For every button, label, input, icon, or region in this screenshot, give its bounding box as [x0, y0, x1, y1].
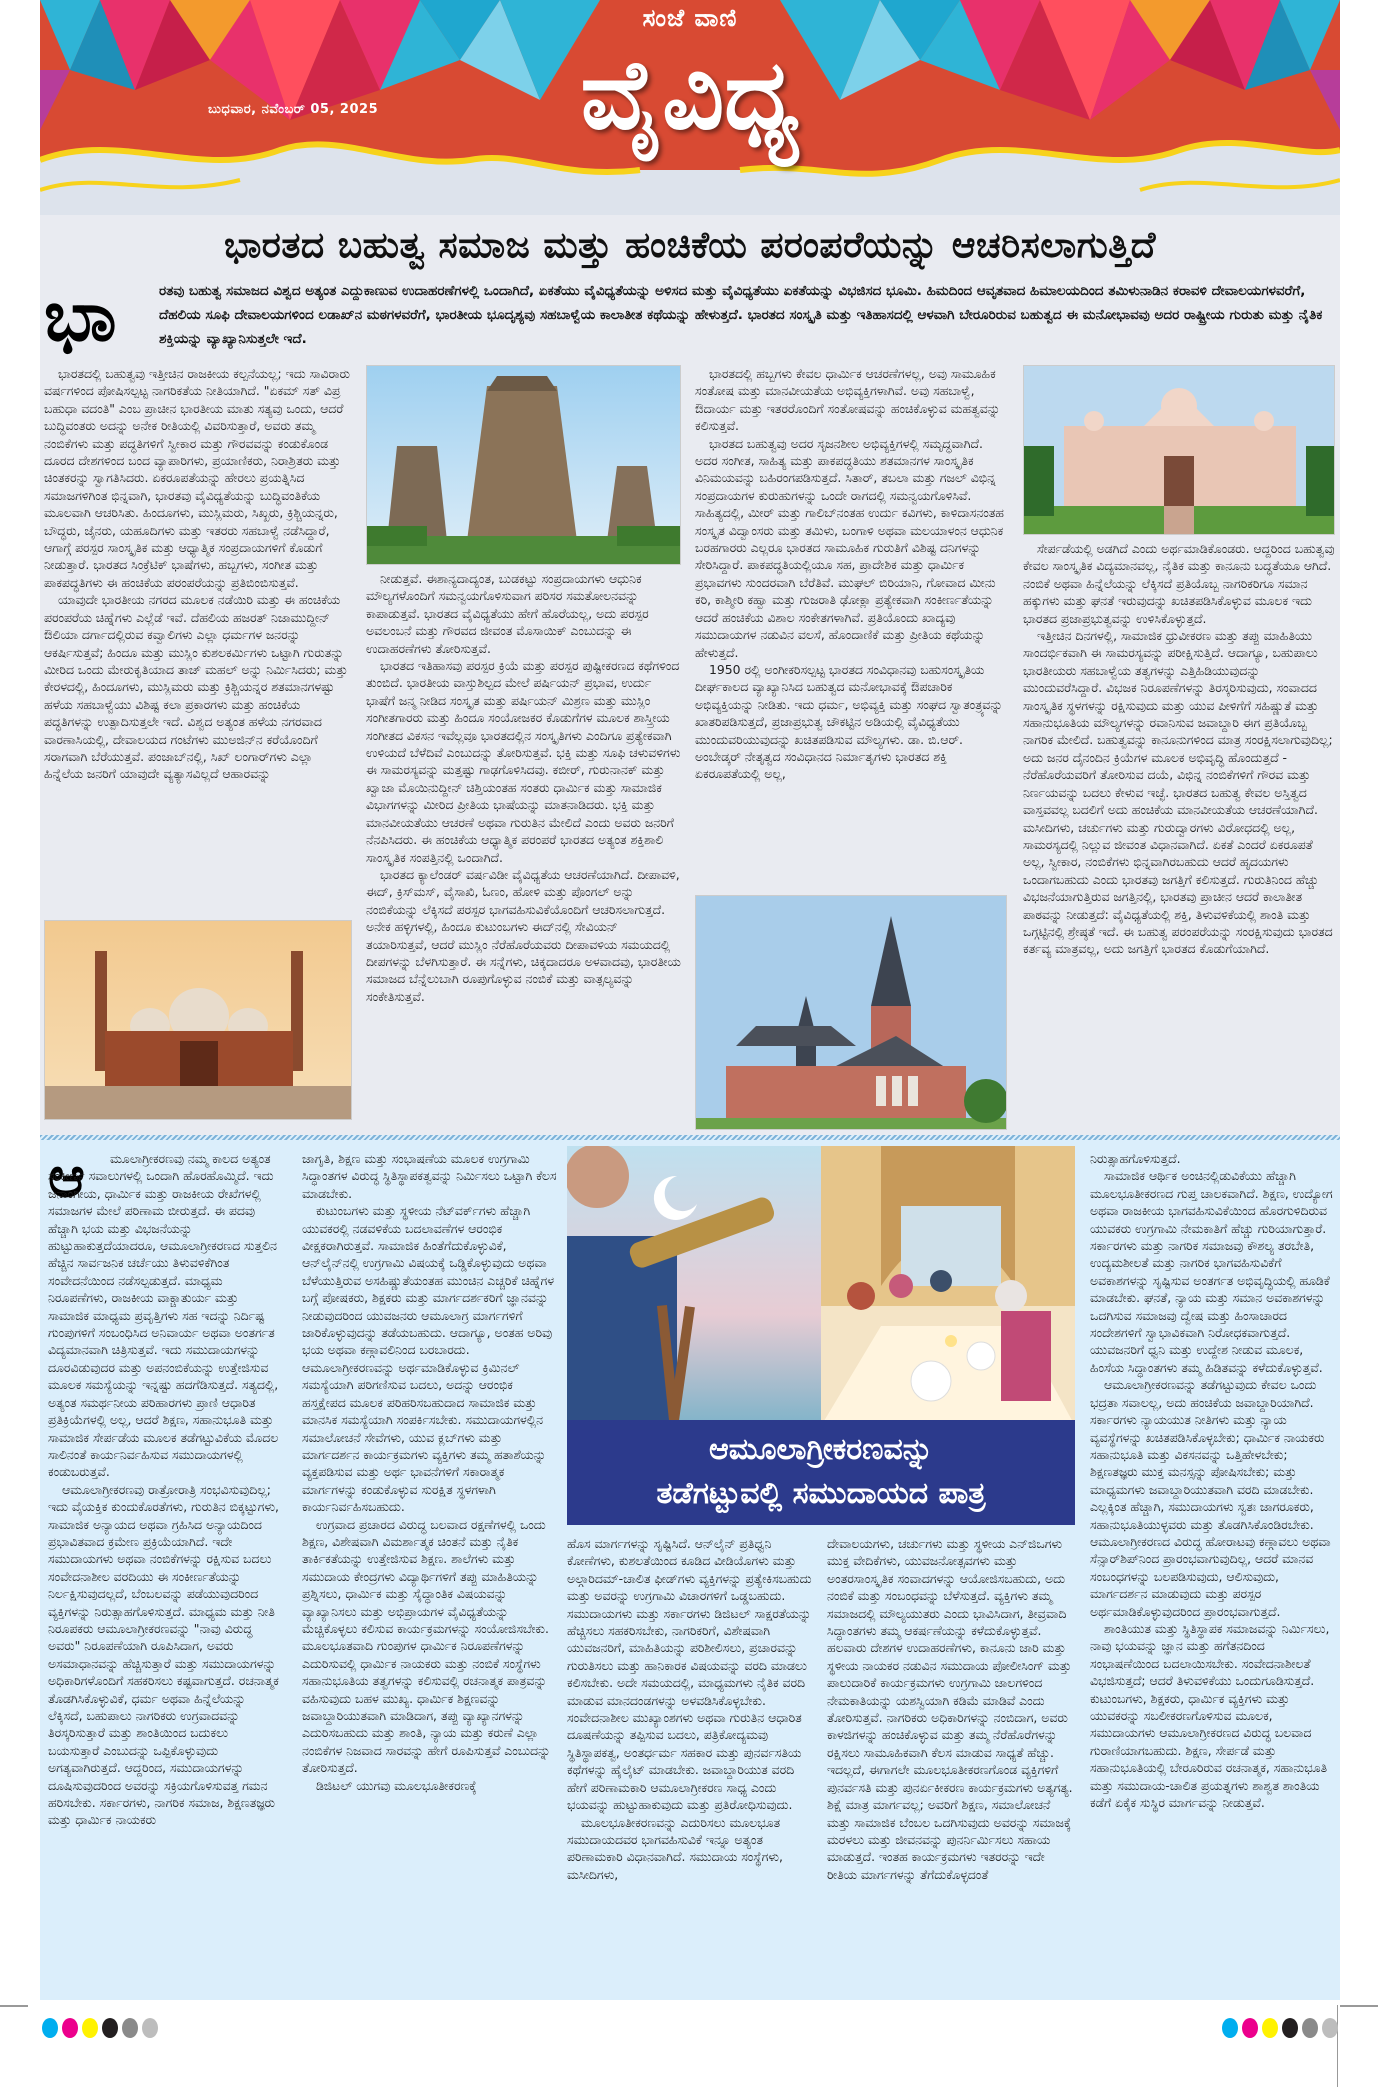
- registration-dot: [42, 2018, 58, 2038]
- top-article-headline: ಭಾರತದ ಬಹುತ್ವ ಸಮಾಜ ಮತ್ತು ಹಂಚಿಕೆಯ ಪರಂಪರೆಯನ್ನು ಆಚರಿಸಲಾಗುತ್ತಿದೆ: [224, 225, 1156, 266]
- paragraph: ಉಗ್ರವಾದ ಪ್ರಚಾರದ ವಿರುದ್ಧ ಬಲವಾದ ರಕ್ಷಣೆಗಳಲ್ಲಿ ಒಂದು ಶಿಕ್ಷಣ, ವಿಶೇಷವಾಗಿ ವಿಮರ್ಶಾತ್ಮಕ ಚಿಂತನೆ ಮತ್ತು ನೈತಿಕ ತಾರ್ಕಿಕತೆಯನ್ನು ಉತ್ತೇಜಿಸುವ ಶಿಕ್ಷಣ. ಶಾಲೆಗಳು ಮತ್ತು ಸಮುದಾಯ ಕೇಂದ್ರಗಳು ವಿದ್ಯಾರ್ಥಿಗಳಿಗೆ ತಪ್ಪು ಮಾಹಿತಿಯನ್ನು ಪ್ರಶ್ನಿಸಲು, ಧಾರ್ಮಿಕ ಮತ್ತು ಸೈದ್ಧಾಂತಿಕ ವಿಷಯವನ್ನು ವ್ಯಾಖ್ಯಾನಿಸಲು ಮತ್ತು ಅಭಿಪ್ರಾಯಗಳ ವೈವಿಧ್ಯತೆಯನ್ನು ಮೆಚ್ಚಿಕೊಳ್ಳಲು ಕಲಿಸುವ ಕಾರ್ಯಕ್ರಮಗಳನ್ನು ಸಂಯೋಜಿಸಬೇಕು. ಮೂಲಭೂತವಾದಿ ಗುಂಪುಗಳ ಧಾರ್ಮಿಕ ನಿರೂಪಣೆಗಳನ್ನು ಎದುರಿಸುವಲ್ಲಿ ಧಾರ್ಮಿಕ ನಾಯಕರು ಮತ್ತು ನಂಬಿಕೆ ಸಂಸ್ಥೆಗಳು ಸಹಾನುಭೂತಿಯ ತತ್ವಗಳನ್ನು ಕಲಿಸುವಲ್ಲಿ ರಚನಾತ್ಮಕ ಪಾತ್ರವನ್ನು ವಹಿಸುವುದು ಬಹಳ ಮುಖ್ಯ. ಧಾರ್ಮಿಕ ಶಿಕ್ಷಣವನ್ನು ಜವಾಬ್ದಾರಿಯುತವಾಗಿ ಮಾಡಿದಾಗ, ತಪ್ಪು ವ್ಯಾಖ್ಯಾನಗಳನ್ನು ಎದುರಿಸಬಹುದು ಮತ್ತು ಶಾಂತಿ, ನ್ಯಾಯ ಮತ್ತು ಕರುಣೆ ಎಲ್ಲಾ ನಂಬಿಕೆಗಳ ನಿಜವಾದ ಸಾರವನ್ನು ಹೇಗೆ ರೂಪಿಸುತ್ತವೆ ಎಂಬುದನ್ನು ತೋರಿಸುತ್ತದೆ.: [302, 1516, 551, 1776]
- color-registration-marks-left: [42, 2018, 162, 2038]
- masthead: [40, 0, 1340, 215]
- paragraph: ಭಾರತದ ಬಹುತ್ವವು ಅದರ ಸೃಜನಶೀಲ ಅಭಿವ್ಯಕ್ತಿಗಳಲ್ಲಿ ಸಮೃದ್ಧವಾಗಿದೆ. ಅದರ ಸಂಗೀತ, ಸಾಹಿತ್ಯ ಮತ್ತು ಪಾಕಪದ್ಧತಿಯು ಶತಮಾನಗಳ ಸಾಂಸ್ಕೃತಿಕ ವಿನಿಮಯವನ್ನು ಬಹಿರಂಗಪಡಿಸುತ್ತದೆ. ಸಿತಾರ್, ತಬಲಾ ಮತ್ತು ಗಜಲ್ ವಿಭಿನ್ನ ಸಂಪ್ರದಾಯಗಳ ಕುರುಹುಗಳನ್ನು ಒಂದೇ ರಾಗದಲ್ಲಿ ಸಮನ್ವಯಗೊಳಿಸಿವೆ. ಸಾಹಿತ್ಯದಲ್ಲಿ, ಮೀರ್ ಮತ್ತು ಗಾಲಿಬ್‌ನಂತಹ ಉರ್ದು ಕವಿಗಳು, ಕಾಳಿದಾಸನಂತಹ ಸಂಸ್ಕೃತ ವಿದ್ವಾಂಸರು ಮತ್ತು ತಮಿಳು, ಬಂಗಾಳಿ ಅಥವಾ ಮಲಯಾಳಂನ ಆಧುನಿಕ ಬರಹಗಾರರು ಎಲ್ಲರೂ ಭಾರತದ ಸಾಮೂಹಿಕ ಗುರುತಿಗೆ ವಿಶಿಷ್ಟ ದನಿಗಳನ್ನು ಸೇರಿಸಿದ್ದಾರೆ. ಪಾಕಪದ್ಧತಿಯಲ್ಲಿಯೂ ಸಹ, ಪ್ರಾದೇಶಿಕ ಮತ್ತು ಧಾರ್ಮಿಕ ಪ್ರಭಾವಗಳು ಸುಂದರವಾಗಿ ಬೆರೆತಿವೆ. ಮುಘಲ್ ಬಿರಿಯಾನಿ, ಗೋವಾದ ಮೀನು ಕರಿ, ಕಾಶ್ಮೀರಿ ಕಹ್ವಾ ಮತ್ತು ಗುಜರಾತಿ ಢೋಕ್ಲಾ ಪ್ರತ್ಯೇಕವಾಗಿ ಸಂಕೀರ್ಣತೆಯನ್ನು ಆದರೆ ಹಂಚಿಕೆಯ ವಿಶಾಲ ಸಂಕೇತಗಳಾಗಿವೆ. ಪ್ರತಿಯೊಂದು ಖಾದ್ಯವು ಸಮುದಾಯಗಳ ನಡುವಿನ ವಲಸೆ, ಹೊಂದಾಣಿಕೆ ಮತ್ತು ಪ್ರೀತಿಯ ಕಥೆಯನ್ನು ಹೇಳುತ್ತದೆ.: [695, 435, 1004, 660]
- top-article: [40, 215, 1340, 1135]
- top-column-2: [366, 570, 681, 1125]
- lower-column-1: [48, 1145, 283, 1995]
- section-title: ವೈವಿಧ್ಯ: [580, 39, 800, 151]
- paragraph: ಹೊಸ ಮಾರ್ಗಗಳನ್ನು ಸೃಷ್ಟಿಸಿದೆ. ಆನ್‌ಲೈನ್ ಪ್ರತಿಧ್ವನಿ ಕೋಣೆಗಳು, ಕುಶಲತೆಯಿಂದ ಕೂಡಿದ ವೀಡಿಯೊಗಳು ಮತ್ತು ಅಲ್ಗಾರಿದಮ್-ಚಾಲಿತ ಫೀಡ್‌ಗಳು ವ್ಯಕ್ತಿಗಳನ್ನು ಪ್ರತ್ಯೇಕಿಸಬಹುದು ಮತ್ತು ಅವರನ್ನು ಉಗ್ರಗಾಮಿ ವಿಚಾರಗಳಿಗೆ ಒಡ್ಡಬಹುದು. ಸಮುದಾಯಗಳು ಮತ್ತು ಸರ್ಕಾರಗಳು ಡಿಜಿಟಲ್ ಸಾಕ್ಷರತೆಯನ್ನು ಹೆಚ್ಚಿಸಲು ಸಹಕರಿಸಬೇಕು, ನಾಗರಿಕರಿಗೆ, ವಿಶೇಷವಾಗಿ ಯುವಜನರಿಗೆ, ಮಾಹಿತಿಯನ್ನು ಪರಿಶೀಲಿಸಲು, ಪ್ರಚಾರವನ್ನು ಗುರುತಿಸಲು ಮತ್ತು ಹಾನಿಕಾರಕ ವಿಷಯವನ್ನು ವರದಿ ಮಾಡಲು ಕಲಿಸಬೇಕು. ಅದೇ ಸಮಯದಲ್ಲಿ, ಮಾಧ್ಯಮಗಳು ನೈತಿಕ ವರದಿ ಮಾಡುವ ಮಾನದಂಡಗಳನ್ನು ಅಳವಡಿಸಿಕೊಳ್ಳಬೇಕು. ಸಂವೇದನಾಶೀಲ ಮುಖ್ಯಾಂಶಗಳು ಅಥವಾ ಗುರುತಿನ ಆಧಾರಿತ ದೂಷಣೆಯನ್ನು ತಪ್ಪಿಸುವ ಬದಲು, ಪತ್ರಿಕೋದ್ಯಮವು ಸ್ಥಿತಿಸ್ಥಾಪಕತ್ವ, ಅಂತರ್ಧರ್ಮ ಸಹಕಾರ ಮತ್ತು ಪುನರ್ವಸತಿಯ ಕಥೆಗಳನ್ನು ಹೈಲೈಟ್ ಮಾಡಬೇಕು. ಜವಾಬ್ದಾರಿಯುತ ವರದಿ ಹೇಗೆ ಪರಿಣಾಮಕಾರಿ ಆಮೂಲಾಗ್ರೀಕರಣ ಸಾಧ್ಯ ಎಂದು ಭಯವನ್ನು ಹುಟ್ಟುಹಾಕುವುದು ಮತ್ತು ಪ್ರತಿರೋಧಿಸುವುದು.: [567, 1536, 812, 1813]
- top-article-intro: [44, 277, 1334, 357]
- jama-masjid-photo: [44, 920, 352, 1120]
- palace-illustration: [1024, 366, 1335, 535]
- telescope-illustration: [567, 1146, 821, 1426]
- registration-dot: [1242, 2018, 1258, 2038]
- paragraph: 1950 ರಲ್ಲಿ ಅಂಗೀಕರಿಸಲ್ಪಟ್ಟ ಭಾರತದ ಸಂವಿಧಾನವು ಬಹುಸಂಸ್ಕೃತಿಯ ದೀರ್ಘಕಾಲದ ವ್ಯಾಖ್ಯಾನಿಸಿದ ಬಹುತ್ವದ ಮನೋಭಾವಕ್ಕೆ ಔಪಚಾರಿಕ ಅಭಿವ್ಯಕ್ತಿಯನ್ನು ನೀಡಿತು. ಇದು ಧರ್ಮ, ಅಭಿವ್ಯಕ್ತಿ ಮತ್ತು ಸಂಘದ ಸ್ವಾತಂತ್ರ್ಯವನ್ನು ಖಾತರಿಪಡಿಸುತ್ತದೆ, ಪ್ರಜಾಪ್ರಭುತ್ವ ಚೌಕಟ್ಟಿನ ಅಡಿಯಲ್ಲಿ ವೈವಿಧ್ಯತೆಯು ಮುಂದುವರಿಯುವುದನ್ನು ಖಚಿತಪಡಿಸುವ ಮೌಲ್ಯಗಳು. ಡಾ. ಬಿ.ಆರ್. ಅಂಬೇಡ್ಕರ್ ನೇತೃತ್ವದ ಸಂವಿಧಾನದ ನಿರ್ಮಾತೃಗಳು ಭಾರತದ ಶಕ್ತಿ ಏಕರೂಪತೆಯಲ್ಲಿ ಅಲ್ಲ,: [695, 661, 1003, 782]
- paragraph: ಸೇರ್ಪಡೆಯಲ್ಲಿ ಅಡಗಿದೆ ಎಂದು ಅರ್ಥಮಾಡಿಕೊಂಡರು. ಆದ್ದರಿಂದ ಬಹುತ್ವವು ಕೇವಲ ಸಾಂಸ್ಕೃತಿಕ ವಿದ್ಯಮಾನವಲ್ಲ, ನೈತಿಕ ಮತ್ತು ಕಾನೂನು ಬದ್ಧತೆಯೂ ಆಗಿದೆ. ನಂಬಿಕೆ ಅಥವಾ ಹಿನ್ನೆಲೆಯನ್ನು ಲೆಕ್ಕಿಸದೆ ಪ್ರತಿಯೊಬ್ಬ ನಾಗರಿಕರಿಗೂ ಸಮಾನ ಹಕ್ಕುಗಳು ಮತ್ತು ಘನತೆ ಇರುವುದನ್ನು ಖಚಿತಪಡಿಸಿಕೊಳ್ಳುವ ಮೂಲಕ ಇದು ಭಾರತದ ಪ್ರಜಾಪ್ರಭುತ್ವವನ್ನು ಉಳಿಸಿಕೊಳ್ಳುತ್ತದೆ.: [1023, 541, 1335, 626]
- lower-column-4: [827, 1535, 1077, 1995]
- brick-church-photo: [695, 895, 1007, 1130]
- paragraph: ಕುಟುಂಬಗಳು ಮತ್ತು ಸ್ಥಳೀಯ ನೆಟ್‌ವರ್ಕ್‌ಗಳು ಹೆಚ್ಚಾಗಿ ಯುವಕರಲ್ಲಿ ನಡವಳಿಕೆಯ ಬದಲಾವಣೆಗಳ ಆರಂಭಿಕ ವೀಕ್ಷಕರಾಗಿರುತ್ತವೆ. ಸಾಮಾಜಿಕ ಹಿಂತೆಗೆದುಕೊಳ್ಳುವಿಕೆ, ಆನ್‌ಲೈನ್‌ನಲ್ಲಿ ಉಗ್ರಗಾಮಿ ವಿಷಯಕ್ಕೆ ಒಡ್ಡಿಕೊಳ್ಳುವುದು ಅಥವಾ ಬೆಳೆಯುತ್ತಿರುವ ಅಸಹಿಷ್ಣುತೆಯಂತಹ ಮುಂಚಿನ ಎಚ್ಚರಿಕೆ ಚಿಹ್ನೆಗಳ ಬಗ್ಗೆ ಪೋಷಕರು, ಶಿಕ್ಷಕರು ಮತ್ತು ಮಾರ್ಗದರ್ಶಕರಿಗೆ ಜ್ಞಾನವನ್ನು ನೀಡುವುದರಿಂದ ಯುವಜನರು ಆಮೂಲಾಗ್ರ ಮಾರ್ಗಗಳಿಗೆ ಜಾರಿಕೊಳ್ಳುವುದನ್ನು ತಡೆಯಬಹುದು. ಆದಾಗ್ಯೂ, ಅಂತಹ ಅರಿವು ಭಯ ಅಥವಾ ಕಣ್ಗಾವಲಿನಿಂದ ಬರಬಾರದು. ಆಮೂಲಾಗ್ರೀಕರಣವನ್ನು ಅರ್ಥಮಾಡಿಕೊಳ್ಳುವ ಕ್ರಿಮಿನಲ್ ಸಮಸ್ಯೆಯಾಗಿ ಪರಿಗಣಿಸುವ ಬದಲು, ಅದನ್ನು ಆರಂಭಿಕ ಹಸ್ತಕ್ಷೇಪದ ಮೂಲಕ ಪರಿಹರಿಸಬಹುದಾದ ಸಾಮಾಜಿಕ ಮತ್ತು ಮಾನಸಿಕ ಸಮಸ್ಯೆಯಾಗಿ ಸಂಪರ್ಕಿಸಬೇಕು. ಸಮುದಾಯಗಳಲ್ಲಿನ ಸಮಾಲೋಚನೆ ಸೇವೆಗಳು, ಯುವ ಕ್ಲಬ್‌ಗಳು ಮತ್ತು ಮಾರ್ಗದರ್ಶನ ಕಾರ್ಯಕ್ರಮಗಳು ವ್ಯಕ್ತಿಗಳು ತಮ್ಮ ಹತಾಶೆಯನ್ನು ವ್ಯಕ್ತಪಡಿಸುವ ಮತ್ತು ಅರ್ಥ ಭಾವನೆಗಳಿಗೆ ಸಕಾರಾತ್ಮಕ ಮಾರ್ಗಗಳನ್ನು ಕಂಡುಕೊಳ್ಳುವ ಸುರಕ್ಷಿತ ಸ್ಥಳಗಳಾಗಿ ಕಾರ್ಯನಿರ್ವಹಿಸಬಹುದು.: [302, 1203, 554, 1515]
- trim-mark-left: [0, 2005, 28, 2007]
- intro-paragraph: ರತವು ಬಹುತ್ವ ಸಮಾಜದ ವಿಶ್ವದ ಅತ್ಯಂತ ಎದ್ದುಕಾಣುವ ಉದಾಹರಣೆಗಳಲ್ಲಿ ಒಂದಾಗಿದೆ, ಏಕತೆಯು ವೈವಿಧ್ಯತೆಯನ್ನು ಅಳಿಸದ ಮತ್ತು ವೈವಿಧ್ಯತೆಯು ಏಕತೆಯನ್ನು ವಿಭಜಿಸದ ಭೂಮಿ. ಹಿಮದಿಂದ ಆವೃತವಾದ ಹಿಮಾಲಯದಿಂದ ತಮಿಳುನಾಡಿನ ಕರಾವಳಿ ದೇವಾಲಯಗಳವರೆಗೆ, ದೆಹಲಿಯ ಸೂಫಿ ದೇವಾಲಯಗಳಿಂದ ಲಡಾಖ್‌ನ ಮಠಗಳವರೆಗೆ, ಭಾರತೀಯ ಭೂದೃಶ್ಯವು ಸಹಬಾಳ್ವೆಯ ಕಾಲಾತೀತ ಕಥೆಯನ್ನು ಹೇಳುತ್ತದೆ. ಭಾರತದ ಸಂಸ್ಕೃತಿ ಮತ್ತು ಇತಿಹಾಸದಲ್ಲಿ ಆಳವಾಗಿ ಬೇರೂರಿರುವ ಬಹುತ್ವದ ಈ ಮನೋಭಾವವು ಅದರ ರಾಷ್ಟ್ರೀಯ ಗುರುತು ಮತ್ತು ನೈತಿಕ ಶಕ್ತಿಯನ್ನು ವ್ಯಾಖ್ಯಾನಿಸುತ್ತಲೇ ಇದೆ.: [159, 283, 1323, 347]
- registration-dot: [102, 2018, 118, 2038]
- paragraph: ಭಾರತದ ಇತಿಹಾಸವು ಪರಸ್ಪರ ಕ್ರಿಯೆ ಮತ್ತು ಪರಸ್ಪರ ಪುಷ್ಟೀಕರಣದ ಕಥೆಗಳಿಂದ ತುಂಬಿದೆ. ಭಾರತೀಯ ವಾಸ್ತುಶಿಲ್ಪದ ಮೇಲೆ ಪರ್ಷಿಯನ್ ಪ್ರಭಾವ, ಉರ್ದು ಭಾಷೆಗೆ ಜನ್ಮ ನೀಡಿದ ಸಂಸ್ಕೃತ ಮತ್ತು ಪರ್ಷಿಯನ್ ಮಿಶ್ರಣ ಮತ್ತು ಮುಸ್ಲಿಂ ಸಂಗೀತಗಾರರು ಮತ್ತು ಹಿಂದೂ ಸಂಯೋಜಕರ ಕೊಡುಗೆಗಳ ಮೂಲಕ ಶಾಸ್ತ್ರೀಯ ಸಂಗೀತದ ವಿಕಸನ ಇವೆಲ್ಲವೂ ಭಾರತದಲ್ಲಿನ ಸಂಸ್ಕೃತಿಗಳು ಎಂದಿಗೂ ಪ್ರತ್ಯೇಕವಾಗಿ ಉಳಿಯದೆ ಬೆಳೆದಿವೆ ಎಂಬುದನ್ನು ತೋರಿಸುತ್ತವೆ. ಭಕ್ತಿ ಮತ್ತು ಸೂಫಿ ಚಳುವಳಿಗಳು ಈ ಸಾಮರಸ್ಯವನ್ನು ಮತ್ತಷ್ಟು ಗಾಢಗೊಳಿಸಿದವು. ಕಬೀರ್, ಗುರುನಾನಕ್ ಮತ್ತು ಖ್ವಾಜಾ ಮೊಯಿನುದ್ದೀನ್ ಚಿಶ್ತಿಯಂತಹ ಸಂತರು ಧಾರ್ಮಿಕ ಮತ್ತು ಸಾಮಾಜಿಕ ವಿಭಾಗಗಳನ್ನು ಮೀರಿದ ಪ್ರೀತಿಯ ಭಾಷೆಯನ್ನು ಮಾತನಾಡಿದರು. ಭಕ್ತಿ ಮತ್ತು ಮಾನವೀಯತೆಯು ಆಚರಣೆ ಅಥವಾ ಗುರುತಿನ ಮೇಲಿದೆ ಎಂದು ಅವರು ಜನರಿಗೆ ನೆನಪಿಸಿದರು. ಈ ಹಂಚಿಕೆಯ ಆಧ್ಯಾತ್ಮಿಕ ಪರಂಪರೆ ಭಾರತದ ಅತ್ಯಂತ ಶಕ್ತಿಶಾಲಿ ಸಾಂಸ್ಕೃತಿಕ ಸಂಪತ್ತಿನಲ್ಲಿ ಒಂದಾಗಿದೆ.: [366, 658, 681, 865]
- moon-sighting-telescope-photo: [567, 1146, 821, 1426]
- registration-dot: [1222, 2018, 1238, 2038]
- paragraph: ಮೂಲಾಗ್ರೀಕರಣವು ನಮ್ಮ ಕಾಲದ ಅತ್ಯಂತ ಸಂಕೀರ್ಣ ಸವಾಲುಗಳಲ್ಲಿ ಒಂದಾಗಿ ಹೊರಹೊಮ್ಮಿದೆ. ಇದು ಜನಾಂಗೀಯ, ಧಾರ್ಮಿಕ ಮತ್ತು ರಾಜಕೀಯ ರೇಖೆಗಳಲ್ಲಿ ಸಮಾಜಗಳ ಮೇಲೆ ಪರಿಣಾಮ ಬೀರುತ್ತದೆ. ಈ ಪದವು ಹೆಚ್ಚಾಗಿ ಭಯ ಮತ್ತು ವಿಭಜನೆಯನ್ನು ಹುಟ್ಟುಹಾಕುತ್ತದೆಯಾದರೂ, ಆಮೂಲಾಗ್ರೀಕರಣದ ಸುತ್ತಲಿನ ಹೆಚ್ಚಿನ ಸಾರ್ವಜನಿಕ ಚರ್ಚೆಯು ತಿಳುವಳಿಕೆಗಿಂತ ಸಂವೇದನೆಯಿಂದ ನಡೆಸಲ್ಪಡುತ್ತದೆ. ಮಾಧ್ಯಮ ನಿರೂಪಣೆಗಳು, ರಾಜಕೀಯ ವಾಕ್ಚಾತುರ್ಯ ಮತ್ತು ಸಾಮಾಜಿಕ ಮಾಧ್ಯಮ ಪ್ರವೃತ್ತಿಗಳು ಸಹ ಇದನ್ನು ನಿರ್ದಿಷ್ಟ ಗುಂಪುಗಳಿಗೆ ಸಂಬಂಧಿಸಿದ ಅನಿವಾರ್ಯ ಅಥವಾ ಅಂತರ್ಗತ ವಿದ್ಯಮಾನವಾಗಿ ಚಿತ್ರಿಸುತ್ತವೆ. ಇದು ಸಮುದಾಯಗಳನ್ನು ದೂರವಿಡುವುದರ ಮತ್ತು ಅಪನಂಬಿಕೆಯನ್ನು ಉತ್ತೇಜಿಸುವ ಮೂಲಕ ಸಮಸ್ಯೆಯನ್ನು ಇನ್ನಷ್ಟು ಹದಗೆಡಿಸುತ್ತದೆ. ಸತ್ಯದಲ್ಲಿ, ಅತ್ಯಂತ ಸಮರ್ಥನೀಯ ಪರಿಹಾರಗಳು ಪ್ರಾಣಿ ಆಧಾರಿತ ಪ್ರತಿಕ್ರಿಯೆಗಳಲ್ಲಿ ಅಲ್ಲ, ಆದರೆ ಶಿಕ್ಷಣ, ಸಹಾನುಭೂತಿ ಮತ್ತು ಸಾಮಾಜಿಕ ಸೇರ್ಪಡೆಯ ಮೂಲಕ ತಡೆಗಟ್ಟುವಿಕೆಯ ಮೊದಲ ಸಾಲಿನಂತೆ ಕಾರ್ಯನಿರ್ವಹಿಸುವ ಸಮುದಾಯಗಳಲ್ಲಿ ಕಂಡುಬರುತ್ತವೆ.: [48, 1151, 279, 1480]
- lower-column-2: [302, 1150, 557, 1995]
- paragraph: ಆಮೂಲಾಗ್ರೀಕರಣವನ್ನು ತಡೆಗಟ್ಟುವುದು ಕೇವಲ ಒಂದು ಭದ್ರತಾ ಸವಾಲಲ್ಲ, ಅದು ಹಂಚಿಕೆಯ ಜವಾಬ್ದಾರಿಯಾಗಿದೆ. ಸರ್ಕಾರಗಳು ನ್ಯಾಯಯುತ ನೀತಿಗಳು ಮತ್ತು ನ್ಯಾಯ ವ್ಯವಸ್ಥೆಗಳನ್ನು ಖಚಿತಪಡಿಸಿಕೊಳ್ಳಬೇಕು; ಧಾರ್ಮಿಕ ನಾಯಕರು ಸಹಾನುಭೂತಿ ಮತ್ತು ವಿಕಸನವನ್ನು ಒತ್ತಿಹೇಳಬೇಕು; ಶಿಕ್ಷಣತಜ್ಞರು ಮುಕ್ತ ಮನಸ್ಸನ್ನು ಪೋಷಿಸಬೇಕು; ಮತ್ತು ಮಾಧ್ಯಮಗಳು ಜವಾಬ್ದಾರಿಯುತವಾಗಿ ವರದಿ ಮಾಡಬೇಕು. ಎಲ್ಲಕ್ಕಿಂತ ಹೆಚ್ಚಾಗಿ, ಸಮುದಾಯಗಳು ಸ್ವತಃ ಜಾಗರೂಕರು, ಸಹಾನುಭೂತಿಯುಳ್ಳವರು ಮತ್ತು ತೊಡಗಿಸಿಕೊಂಡಿರಬೇಕು. ಆಮೂಲಾಗ್ರೀಕರಣದ ವಿರುದ್ಧ ಹೋರಾಟವು ಕಣ್ಗಾವಲು ಅಥವಾ ಸೆನ್ಸಾರ್‌ಶಿಪ್‌ನಿಂದ ಪ್ರಾರಂಭವಾಗುವುದಿಲ್ಲ, ಆದರೆ ಮಾನವ ಸಂಬಂಧಗಳನ್ನು ಬಲಪಡಿಸುವುದು, ಆಲಿಸುವುದು, ಮಾರ್ಗದರ್ಶನ ಮಾಡುವುದು ಮತ್ತು ಪರಸ್ಪರ ಅರ್ಥಮಾಡಿಕೊಳ್ಳುವುದರಿಂದ ಪ್ರಾರಂಭವಾಗುತ್ತದೆ.: [1090, 1377, 1331, 1619]
- paragraph: ಜಾಗೃತಿ, ಶಿಕ್ಷಣ ಮತ್ತು ಸಂಭಾಷಣೆಯ ಮೂಲಕ ಉಗ್ರಗಾಮಿ ಸಿದ್ಧಾಂತಗಳ ವಿರುದ್ಧ ಸ್ಥಿತಿಸ್ಥಾಪಕತ್ವವನ್ನು ನಿರ್ಮಿಸಲು ಒಟ್ಟಾಗಿ ಕೆಲಸ ಮಾಡಬೇಕು.: [302, 1151, 557, 1201]
- newspaper-page: [40, 0, 1340, 2005]
- dropcap: ಆ: [48, 1145, 85, 1210]
- white-palace-temple-photo: [1023, 365, 1335, 535]
- top-column-3: [695, 365, 1007, 885]
- newspaper-name: ಸಂಜೆ ವಾಣಿ: [642, 4, 738, 32]
- registration-dot: [82, 2018, 98, 2038]
- paragraph: ಭಾರತದಲ್ಲಿ ಬಹುತ್ವವು ಇತ್ತೀಚಿನ ರಾಜಕೀಯ ಕಲ್ಪನೆಯಲ್ಲ; ಇದು ಸಾವಿರಾರು ವರ್ಷಗಳಿಂದ ಪೋಷಿಸಲ್ಪಟ್ಟ ನಾಗರಿಕತೆಯ ನೀತಿಯಾಗಿದೆ. "ಏಕಮ್ ಸತ್ ವಿಪ್ರ ಬಹುಧಾ ವದಂತಿ" ಎಂಬ ಪ್ರಾಚೀನ ಭಾರತೀಯ ಮಾತು ಸತ್ಯವು ಒಂದು, ಆದರೆ ಬುದ್ಧಿವಂತರು ಅದನ್ನು ಅನೇಕ ರೀತಿಯಲ್ಲಿ ವಿವರಿಸುತ್ತಾರೆ, ಅವರು ತಮ್ಮ ನಂಬಿಕೆಗಳು ಮತ್ತು ಪದ್ಧತಿಗಳಿಗೆ ಸ್ವೀಕಾರ ಮತ್ತು ಗೌರವವನ್ನು ಕಂಡುಕೊಂಡ ದೂರದ ದೇಶಗಳಿಂದ ಬಂದ ವ್ಯಾಪಾರಿಗಳು, ಪ್ರಯಾಣಿಕರು, ನಿರಾಶ್ರಿತರು ಮತ್ತು ಚಿಂತಕರನ್ನು ಸ್ವಾಗತಿಸಿದರು. ಏಕರೂಪತೆಯನ್ನು ಹೇರಲು ಪ್ರಯತ್ನಿಸಿದ ಸಮಾಜಗಳಿಗಿಂತ ಭಿನ್ನವಾಗಿ, ಭಾರತವು ವೈವಿಧ್ಯತೆಯನ್ನು ಬುದ್ಧಿವಂತಿಕೆಯ ಮೂಲವಾಗಿ ಆಚರಿಸಿತು. ಹಿಂದೂಗಳು, ಮುಸ್ಲಿಮರು, ಸಿಖ್ಖರು, ಕ್ರಿಶ್ಚಿಯನ್ನರು, ಬೌದ್ಧರು, ಜೈನರು, ಯಹೂದಿಗಳು ಮತ್ತು ಇತರರು ಸಹಬಾಳ್ವೆ ನಡೆಸಿದ್ದಾರೆ, ಆಗಾಗ್ಗೆ ಪರಸ್ಪರ ಸಾಂಸ್ಕೃತಿಕ ಮತ್ತು ಆಧ್ಯಾತ್ಮಿಕ ಸಂಪ್ರದಾಯಗಳಿಗೆ ಕೊಡುಗೆ ನೀಡುತ್ತಾರೆ. ಭಾರತದ ಸಿಂಕ್ರೆಟಿಕ್ ಭಾಷೆಗಳು, ಹಬ್ಬಗಳು, ಸಂಗೀತ ಮತ್ತು ಪಾಕಪದ್ಧತಿಗಳು ಈ ಹಂಚಿಕೆಯ ಪರಂಪರೆಯನ್ನು ಪ್ರತಿಬಿಂಬಿಸುತ್ತವೆ.: [44, 366, 350, 590]
- registration-dot: [1302, 2018, 1318, 2038]
- registration-dot: [1262, 2018, 1278, 2038]
- paragraph: ಡಿಜಿಟಲ್ ಯುಗವು ಮೂಲಭೂತೀಕರಣಕ್ಕೆ: [316, 1777, 477, 1793]
- top-column-1: [44, 365, 352, 895]
- paragraph: ದೇವಾಲಯಗಳು, ಚರ್ಚುಗಳು ಮತ್ತು ಸ್ಥಳೀಯ ಎನ್‌ಜಿಒಗಳು ಮುಕ್ತ ವೇದಿಕೆಗಳು, ಯುವಜನೋತ್ಸವಗಳು ಮತ್ತು ಅಂತರಸಾಂಸ್ಕೃತಿಕ ಸಂವಾದಗಳನ್ನು ಆಯೋಜಿಸಬಹುದು, ಅದು ನಂಬಿಕೆ ಮತ್ತು ಸಂಬಂಧವನ್ನು ಬೆಳೆಸುತ್ತದೆ. ವ್ಯಕ್ತಿಗಳು ತಮ್ಮ ಸಮಾಜದಲ್ಲಿ ಮೌಲ್ಯಯುತರು ಎಂದು ಭಾವಿಸಿದಾಗ, ತೀವ್ರವಾದಿ ಸಿದ್ಧಾಂತಗಳು ತಮ್ಮ ಆಕರ್ಷಣೆಯನ್ನು ಕಳೆದುಕೊಳ್ಳುತ್ತವೆ. ಹಲವಾರು ದೇಶಗಳ ಉದಾಹರಣೆಗಳು, ಕಾನೂನು ಜಾರಿ ಮತ್ತು ಸ್ಥಳೀಯ ನಾಯಕರ ನಡುವಿನ ಸಮುದಾಯ ಪೋಲೀಸಿಂಗ್ ಮತ್ತು ಪಾಲುದಾರಿಕೆ ಕಾರ್ಯಕ್ರಮಗಳು ಉಗ್ರಗಾಮಿ ಜಾಲಗಳಿಂದ ನೇಮಕಾತಿಯನ್ನು ಯಶಸ್ವಿಯಾಗಿ ಕಡಿಮೆ ಮಾಡಿವೆ ಎಂದು ತೋರಿಸುತ್ತವೆ. ನಾಗರಿಕರು ಅಧಿಕಾರಿಗಳನ್ನು ನಂಬಿದಾಗ, ಅವರು ಕಾಳಜಿಗಳನ್ನು ಹಂಚಿಕೊಳ್ಳುವ ಮತ್ತು ತಮ್ಮ ನೆರೆಹೊರೆಗಳನ್ನು ರಕ್ಷಿಸಲು ಸಾಮೂಹಿಕವಾಗಿ ಕೆಲಸ ಮಾಡುವ ಸಾಧ್ಯತೆ ಹೆಚ್ಚು. ಇದಲ್ಲದೆ, ಈಗಾಗಲೇ ಮೂಲಭೂತೀಕರಣಗೊಂಡ ವ್ಯಕ್ತಿಗಳಿಗೆ ಪುನರ್ವಸತಿ ಮತ್ತು ಪುನರ್ಏಕೀಕರಣ ಕಾರ್ಯಕ್ರಮಗಳು ಅತ್ಯಗತ್ಯ. ಶಿಕ್ಷೆ ಮಾತ್ರ ಮಾರ್ಗವಲ್ಲ; ಅವರಿಗೆ ಶಿಕ್ಷಣ, ಸಮಾಲೋಚನೆ ಮತ್ತು ಸಾಮಾಜಿಕ ಬೆಂಬಲ ಒದಗಿಸುವುದು ಅವರನ್ನು ಸಮಾಜಕ್ಕೆ ಮರಳಲು ಮತ್ತು ಜೀವನವನ್ನು ಪುನರ್ನಿರ್ಮಿಸಲು ಸಹಾಯ ಮಾಡುತ್ತದೆ. ಇಂತಹ ಕಾರ್ಯಕ್ರಮಗಳು ಇತರರನ್ನು ಇದೇ ರೀತಿಯ ಮಾರ್ಗಗಳನ್ನು ತೆಗೆದುಕೊಳ್ಳದಂತೆ: [827, 1536, 1073, 1882]
- registration-dot: [1282, 2018, 1298, 2038]
- paragraph: ನೀಡುತ್ತವೆ. ಈಶಾನ್ಯದಾದ್ಯಂತ, ಬುಡಕಟ್ಟು ಸಂಪ್ರದಾಯಗಳು ಆಧುನಿಕ ಮೌಲ್ಯಗಳೊಂದಿಗೆ ಸಮನ್ವಯಗೊಳಿಸುವಾಗ ಪರಿಸರ ಸಮತೋಲನವನ್ನು ಕಾಪಾಡುತ್ತವೆ. ಭಾರತದ ವೈವಿಧ್ಯತೆಯು ಹೇಗೆ ಹೊರೆಯಲ್ಲ, ಅದು ಪರಸ್ಪರ ಅವಲಂಬನೆ ಮತ್ತು ಗೌರವದ ಜೀವಂತ ಮೊಸಾಯಿಕ್ ಎಂಬುದನ್ನು ಈ ಉದಾಹರಣೆಗಳು ತೋರಿಸುತ್ತವೆ.: [366, 571, 649, 656]
- registration-dot: [142, 2018, 158, 2038]
- headline-line-1: ಆಮೂಲಾಗ್ರೀಕರಣವನ್ನು: [709, 1432, 933, 1467]
- paragraph: ಸಾಮಾಜಿಕ ಆರ್ಥಿಕ ಅಂಚಿನಲ್ಲಿಡುವಿಕೆಯು ಹೆಚ್ಚಾಗಿ ಮೂಲಭೂತೀಕರಣದ ಗುಪ್ತ ಚಾಲಕವಾಗಿದೆ. ಶಿಕ್ಷಣ, ಉದ್ಯೋಗ ಅಥವಾ ರಾಜಕೀಯ ಭಾಗವಹಿಸುವಿಕೆಯಿಂದ ಹೊರಗುಳಿದಿರುವ ಯುವಕರು ಉಗ್ರಗಾಮಿ ನೇಮಕಾತಿಗೆ ಹೆಚ್ಚು ಗುರಿಯಾಗುತ್ತಾರೆ. ಸರ್ಕಾರಗಳು ಮತ್ತು ನಾಗರಿಕ ಸಮಾಜವು ಕೌಶಲ್ಯ ತರಬೇತಿ, ಉದ್ಯಮಶೀಲತೆ ಮತ್ತು ನಾಗರಿಕ ಭಾಗವಹಿಸುವಿಕೆಗೆ ಅವಕಾಶಗಳನ್ನು ಸೃಷ್ಟಿಸುವ ಅಂತರ್ಗತ ಅಭಿವೃದ್ಧಿಯಲ್ಲಿ ಹೂಡಿಕೆ ಮಾಡಬೇಕು. ಘನತೆ, ನ್ಯಾಯ ಮತ್ತು ಸಮಾನ ಅವಕಾಶಗಳನ್ನು ಒದಗಿಸುವ ಸಮಾಜವು ದ್ವೇಷ ಮತ್ತು ಹಿಂಸಾಚಾರದ ಸಂದೇಶಗಳಿಗೆ ಸ್ವಾಭಾವಿಕವಾಗಿ ನಿರೋಧಕವಾಗುತ್ತದೆ. ಯುವಜನರಿಗೆ ಧ್ವನಿ ಮತ್ತು ಉದ್ದೇಶ ನೀಡುವ ಮೂಲಕ, ಹಿಂಸೆಯ ಸಿದ್ಧಾಂತಗಳು ತಮ್ಮ ಹಿಡಿತವನ್ನು ಕಳೆದುಕೊಳ್ಳುತ್ತವೆ.: [1090, 1168, 1333, 1375]
- church-illustration: [696, 896, 1007, 1130]
- lower-column-3: [567, 1535, 817, 1995]
- trim-mark-right: [1340, 2005, 1378, 2007]
- top-column-4: [1023, 540, 1335, 1130]
- publication-date: ಬುಧವಾರ, ನವೆಂಬರ್ 05, 2025: [208, 102, 379, 117]
- newspaper-logo: [40, 4, 1340, 32]
- paragraph: ಯಾವುದೇ ಭಾರತೀಯ ನಗರದ ಮೂಲಕ ನಡೆಯಿರಿ ಮತ್ತು ಈ ಹಂಚಿಕೆಯ ಪರಂಪರೆಯ ಚಿಹ್ನೆಗಳು ಎಲ್ಲೆಡೆ ಇವೆ. ದೆಹಲಿಯ ಹಜರತ್ ನಿಜಾಮುದ್ದೀನ್ ಔಲಿಯಾ ದರ್ಗಾದಲ್ಲಿರುವ ಕವ್ವಾಲಿಗಳು ಎಲ್ಲಾ ಧರ್ಮಗಳ ಜನರನ್ನು ಆಕರ್ಷಿಸುತ್ತವೆ; ಹಿಂದೂ ಮತ್ತು ಮುಸ್ಲಿಂ ಕುಶಲಕರ್ಮಿಗಳು ಒಟ್ಟಾಗಿ ಗುರುತನ್ನು ಮೀರಿದ ಒಂದು ಮೇರುಕೃತಿಯಾದ ತಾಜ್ ಮಹಲ್ ಅನ್ನು ನಿರ್ಮಿಸಿದರು; ಮತ್ತು ಕೇರಳದಲ್ಲಿ, ಹಿಂದೂಗಳು, ಮುಸ್ಲಿಮರು ಮತ್ತು ಕ್ರಿಶ್ಚಿಯನ್ನರ ಶತಮಾನಗಳಷ್ಟು ಹಳೆಯ ಸಹಬಾಳ್ವೆಯು ವಿಶಿಷ್ಟ ಕಲಾ ಪ್ರಕಾರಗಳು ಮತ್ತು ಹಂಚಿಕೆಯ ಪದ್ಧತಿಗಳನ್ನು ಉತ್ಪಾದಿಸುತ್ತಲೇ ಇದೆ. ವಿಶ್ವದ ಅತ್ಯಂತ ಹಳೆಯ ನಗರವಾದ ವಾರಣಾಸಿಯಲ್ಲಿ, ದೇವಾಲಯದ ಗಂಟೆಗಳು ಮುಅಜಿನ್‌ನ ಕರೆಯೊಂದಿಗೆ ಸರಾಗವಾಗಿ ಬೆರೆಯುತ್ತವೆ. ಪಂಜಾಬ್‌ನಲ್ಲಿ, ಸಿಖ್ ಲಂಗಾರ್‌ಗಳು ಎಲ್ಲಾ ಹಿನ್ನೆಲೆಯ ಜನರಿಗೆ ಯಾವುದೇ ವ್ಯತ್ಯಾಸವಿಲ್ಲದೆ ಆಹಾರವನ್ನು: [44, 592, 348, 782]
- paragraph: ಭಾರತದಲ್ಲಿ ಹಬ್ಬಗಳು ಕೇವಲ ಧಾರ್ಮಿಕ ಆಚರಣೆಗಳಲ್ಲ, ಅವು ಸಾಮೂಹಿಕ ಸಂತೋಷ ಮತ್ತು ಮಾನವೀಯತೆಯ ಅಭಿವ್ಯಕ್ತಿಗಳಾಗಿವೆ. ಅವು ಸಹಬಾಳ್ವೆ, ಔದಾರ್ಯ ಮತ್ತು ಇತರರೊಂದಿಗೆ ಸಂತೋಷವನ್ನು ಹಂಚಿಕೊಳ್ಳುವ ಮಹತ್ವವನ್ನು ಕಲಿಸುತ್ತವೆ.: [695, 366, 1001, 434]
- dropcap: ಭಾ: [44, 275, 117, 357]
- registration-dot: [122, 2018, 138, 2038]
- paragraph: ಮೂಲಭೂತೀಕರಣವನ್ನು ಎದುರಿಸಲು ಮೂಲಭೂತ ಸಮುದಾಯದವರ ಭಾಗವಹಿಸುವಿಕೆ ಇನ್ನೂ ಅತ್ಯಂತ ಪರಿಣಾಮಕಾರಿ ವಿಧಾನವಾಗಿದೆ. ಸಮುದಾಯ ಸಂಸ್ಥೆಗಳು, ಮಸೀದಿಗಳು,: [567, 1814, 783, 1882]
- paragraph: ನಿರುತ್ಸಾಹಗೊಳಿಸುತ್ತದೆ.: [1090, 1151, 1181, 1166]
- lower-article-headline-banner: [567, 1420, 1075, 1525]
- color-registration-marks-right: [1222, 2018, 1342, 2038]
- iftar-dinner-photo: [821, 1146, 1075, 1426]
- lower-column-5: [1090, 1150, 1335, 1995]
- temple-illustration: [367, 366, 681, 565]
- registration-dot: [62, 2018, 78, 2038]
- feast-illustration: [821, 1146, 1075, 1426]
- paragraph: ಇತ್ತೀಚಿನ ದಿನಗಳಲ್ಲಿ, ಸಾಮಾಜಿಕ ಧ್ರುವೀಕರಣ ಮತ್ತು ತಪ್ಪು ಮಾಹಿತಿಯು ಸಾಂದರ್ಭಿಕವಾಗಿ ಈ ಸಾಮರಸ್ಯವನ್ನು ಪರೀಕ್ಷಿಸುತ್ತಿದೆ. ಆದಾಗ್ಯೂ, ಬಹುಪಾಲು ಭಾರತೀಯರು ಸಹಬಾಳ್ವೆಯ ತತ್ವಗಳನ್ನು ಎತ್ತಿಹಿಡಿಯುವುದನ್ನು ಮುಂದುವರೆಸಿದ್ದಾರೆ. ವಿಭಜಕ ನಿರೂಪಣೆಗಳನ್ನು ತಿರಸ್ಕರಿಸುವುದು, ಸಂವಾದದ ಸಾಂಸ್ಕೃತಿಕ ಸ್ಥಳಗಳನ್ನು ರಕ್ಷಿಸುವುದು ಮತ್ತು ಯುವ ಪೀಳಿಗೆಗೆ ಸಹಿಷ್ಣುತೆ ಮತ್ತು ಸಹಾನುಭೂತಿಯ ಮೌಲ್ಯಗಳನ್ನು ರವಾನಿಸುವ ಜವಾಬ್ದಾರಿ ಈಗ ಪ್ರತಿಯೊಬ್ಬ ನಾಗರಿಕ ಮೇಲಿದೆ. ಬಹುತ್ವವನ್ನು ಕಾನೂನುಗಳಿಂದ ಮಾತ್ರ ಸಂರಕ್ಷಿಸಲಾಗುವುದಿಲ್ಲ; ಅದು ಜನರ ದೈನಂದಿನ ಕ್ರಿಯೆಗಳ ಮೂಲಕ ಅಭಿವೃದ್ಧಿ ಹೊಂದುತ್ತದೆ - ನೆರೆಹೊರೆಯವರಿಗೆ ತೋರಿಸುವ ದಯೆ, ವಿಭಿನ್ನ ನಂಬಿಕೆಗಳಿಗೆ ಗೌರವ ಮತ್ತು ನಿರ್ಣಯವನ್ನು ಬದಲು ಕೇಳುವ ಇಚ್ಛೆ. ಭಾರತದ ಬಹುತ್ವ ಕೇವಲ ಅಸ್ತಿತ್ವದ ವಾಸ್ತವವಲ್ಲ ಬದಲಿಗೆ ಅದು ಹಂಚಿಕೆಯ ಮಾನವೀಯತೆಯ ಆಚರಣೆಯಾಗಿದೆ. ಮಸೀದಿಗಳು, ಚರ್ಚುಗಳು ಮತ್ತು ಗುರುದ್ವಾರಗಳು ವಿರೋಧದಲ್ಲಿ ಅಲ್ಲ, ಸಾಮರಸ್ಯದಲ್ಲಿ ನಿಲ್ಲುವ ಜೀವಂತ ವಿಧಾನವಾಗಿದೆ. ಏಕತೆ ಎಂದರೆ ಏಕರೂಪತೆ ಅಲ್ಲ, ಸ್ವೀಕಾರ, ನಂಬಿಕೆಗಳು ಭಿನ್ನವಾಗಿರಬಹುದು ಆದರೆ ಹೃದಯಗಳು ಒಂದಾಗಬಹುದು ಎಂದು ಭಾರತವು ಜಗತ್ತಿಗೆ ಕಲಿಸುತ್ತದೆ. ಗುರುತಿನಿಂದ ಹೆಚ್ಚು ವಿಭಜನೆಯಾಗುತ್ತಿರುವ ಜಗತ್ತಿನಲ್ಲಿ, ಭಾರತವು ಪ್ರಾಚೀನ ಆದರೆ ಕಾಲಾತೀತ ಪಾಠವನ್ನು ನೀಡುತ್ತದೆ: ವೈವಿಧ್ಯತೆಯಲ್ಲಿ ಶಕ್ತಿ, ತಿಳುವಳಿಕೆಯಲ್ಲಿ ಶಾಂತಿ ಮತ್ತು ಒಗ್ಗಟ್ಟಿನಲ್ಲಿ ಶ್ರೇಷ್ಠತೆ ಇದೆ. ಈ ಬಹುತ್ವ ಪರಂಪರೆಯನ್ನು ಸಂರಕ್ಷಿಸುವುದು ಭಾರತದ ಕರ್ತವ್ಯ ಮಾತ್ರವಲ್ಲ, ಅದು ಜಗತ್ತಿಗೆ ಭಾರತದ ಕೊಡುಗೆಯಾಗಿದೆ.: [1023, 628, 1333, 957]
- paragraph: ಆಮೂಲಾಗ್ರೀಕರಣವು ರಾತ್ರೋರಾತ್ರಿ ಸಂಭವಿಸುವುದಿಲ್ಲ; ಇದು ವೈಯಕ್ತಿಕ ಕುಂದುಕೊರತೆಗಳು, ಗುರುತಿನ ಬಿಕ್ಕಟ್ಟುಗಳು, ಸಾಮಾಜಿಕ ಅನ್ಯಾಯದ ಅಥವಾ ಗ್ರಹಿಸಿದ ಅನ್ಯಾಯದಿಂದ ಪ್ರಭಾವಿತವಾದ ಕ್ರಮೇಣ ಪ್ರಕ್ರಿಯೆಯಾಗಿದೆ. ಇದೇ ಸಮುದಾಯಗಳು ಅಥವಾ ನಂಬಿಕೆಗಳನ್ನು ರಕ್ಷಿಸುವ ಬದಲು ಸಂವೇದನಾಶೀಲ ವರದಿಯು ಈ ಸಂಕೀರ್ಣತೆಯನ್ನು ನಿರ್ಲಕ್ಷಿಸುವುದಲ್ಲದೆ, ಬೆಂಬಲವನ್ನು ಪಡೆಯುವುದರಿಂದ ವ್ಯಕ್ತಿಗಳನ್ನು ನಿರುತ್ಸಾಹಗೊಳಿಸುತ್ತದೆ. ಮಾಧ್ಯಮ ಮತ್ತು ನೀತಿ ನಿರೂಪಕರು ಆಮೂಲಾಗ್ರೀಕರಣವನ್ನು "ನಾವು ವಿರುದ್ಧ ಅವರು" ನಿರೂಪಣೆಯಾಗಿ ರೂಪಿಸಿದಾಗ, ಅವರು ಅಸಮಾಧಾನವನ್ನು ಹೆಚ್ಚಿಸುತ್ತಾರೆ ಮತ್ತು ಸಮುದಾಯಗಳನ್ನು ಅಧಿಕಾರಿಗಳೊಂದಿಗೆ ಸಹಕರಿಸಲು ಕಷ್ಟವಾಗುತ್ತದೆ. ರಚನಾತ್ಮಕ ತೊಡಗಿಸಿಕೊಳ್ಳುವಿಕೆ, ಧರ್ಮ ಅಥವಾ ಹಿನ್ನೆಲೆಯನ್ನು ಲೆಕ್ಕಿಸದೆ, ಬಹುಪಾಲು ನಾಗರಿಕರು ಉಗ್ರವಾದವನ್ನು ತಿರಸ್ಕರಿಸುತ್ತಾರೆ ಮತ್ತು ಶಾಂತಿಯಿಂದ ಬದುಕಲು ಬಯಸುತ್ತಾರೆ ಎಂಬುದನ್ನು ಒಪ್ಪಿಕೊಳ್ಳುವುದು ಅಗತ್ಯವಾಗಿರುತ್ತದೆ. ಆದ್ದರಿಂದ, ಸಮುದಾಯಗಳನ್ನು ದೂಷಿಸುವುದರಿಂದ ಅವರನ್ನು ಸಕ್ರಿಯಗೊಳಿಸುವತ್ತ ಗಮನ ಹರಿಸಬೇಕು. ಸರ್ಕಾರಗಳು, ನಾಗರಿಕ ಸಮಾಜ, ಶಿಕ್ಷಣತಜ್ಞರು ಮತ್ತು ಧಾರ್ಮಿಕ ನಾಯಕರು: [48, 1481, 279, 1828]
- registration-dot: [1322, 2018, 1338, 2038]
- paragraph: ಭಾರತದ ಕ್ಯಾಲೆಂಡರ್ ವರ್ಷವಿಡೀ ವೈವಿಧ್ಯತೆಯ ಆಚರಣೆಯಾಗಿದೆ. ದೀಪಾವಳಿ, ಈದ್, ಕ್ರಿಸ್‌ಮಸ್, ವೈಸಾಖಿ, ಓಣಂ, ಹೋಳಿ ಮತ್ತು ಪೊಂಗಲ್ ಅನ್ನು ನಂಬಿಕೆಯನ್ನು ಲೆಕ್ಕಿಸದೆ ಪರಸ್ಪರ ಭಾಗವಹಿಸುವಿಕೆಯೊಂದಿಗೆ ಆಚರಿಸಲಾಗುತ್ತದೆ. ಅನೇಕ ಹಳ್ಳಿಗಳಲ್ಲಿ, ಹಿಂದೂ ಕುಟುಂಬಗಳು ಈದ್‌ನಲ್ಲಿ ಸೇವಿಯನ್ ತಯಾರಿಸುತ್ತವೆ, ಆದರೆ ಮುಸ್ಲಿಂ ನೆರೆಹೊರೆಯವರು ದೀಪಾವಳಿಯ ಸಮಯದಲ್ಲಿ ದೀಪಗಳನ್ನು ಬೆಳಗಿಸುತ್ತಾರೆ. ಈ ಸನ್ನೆಗಳು, ಚಿಕ್ಕದಾದರೂ ಅಳವಾದವು, ಭಾರತೀಯ ಸಮಾಜದ ಬೆನ್ನೆಲುಬಾಗಿ ರೂಪುಗೊಳ್ಳುವ ನಂಬಿಕೆ ಮತ್ತು ವಾತ್ಸಲ್ಯವನ್ನು ಸಂಕೇತಿಸುತ್ತವೆ.: [366, 866, 681, 1004]
- paragraph: ಶಾಂತಿಯುತ ಮತ್ತು ಸ್ಥಿತಿಸ್ಥಾಪಕ ಸಮಾಜವನ್ನು ನಿರ್ಮಿಸಲು, ನಾವು ಭಯವನ್ನು ಜ್ಞಾನ ಮತ್ತು ಹಗೆತನದಿಂದ ಸಂಭಾಷಣೆಯಿಂದ ಬದಲಾಯಿಸಬೇಕು. ಸಂವೇದನಾಶೀಲತೆ ವಿಭಜಿಸುತ್ತದೆ; ಆದರೆ ತಿಳುವಳಿಕೆಯು ಒಂದುಗೂಡಿಸುತ್ತದೆ. ಕುಟುಂಬಗಳು, ಶಿಕ್ಷಕರು, ಧಾರ್ಮಿಕ ವ್ಯಕ್ತಿಗಳು ಮತ್ತು ಯುವಕರನ್ನು ಸಬಲೀಕರಣಗೊಳಿಸುವ ಮೂಲಕ, ಸಮುದಾಯಗಳು ಆಮೂಲಾಗ್ರೀಕರಣದ ವಿರುದ್ಧ ಬಲವಾದ ಗುರಾಣಿಯಾಗಬಹುದು. ಶಿಕ್ಷಣ, ಸೇರ್ಪಡೆ ಮತ್ತು ಸಹಾನುಭೂತಿಯಲ್ಲಿ ಬೇರೂರಿರುವ ರಚನಾತ್ಮಕ, ಸಹಾನುಭೂತಿ ಮತ್ತು ಸಮುದಾಯ-ಚಾಲಿತ ಪ್ರಯತ್ನಗಳು ಶಾಶ್ವತ ಶಾಂತಿಯ ಕಡೆಗೆ ಏಕೈಕ ಸುಸ್ಥಿರ ಮಾರ್ಗವನ್ನು ನೀಡುತ್ತವೆ.: [1090, 1620, 1330, 1811]
- mosque-illustration: [45, 921, 352, 1120]
- lower-article: [40, 1140, 1340, 2000]
- temple-gopuram-photo: [366, 365, 681, 565]
- headline-line-2: ತಡೆಗಟ್ಟುವಲ್ಲಿ ಸಮುದಾಯದ ಪಾತ್ರ: [656, 1476, 986, 1511]
